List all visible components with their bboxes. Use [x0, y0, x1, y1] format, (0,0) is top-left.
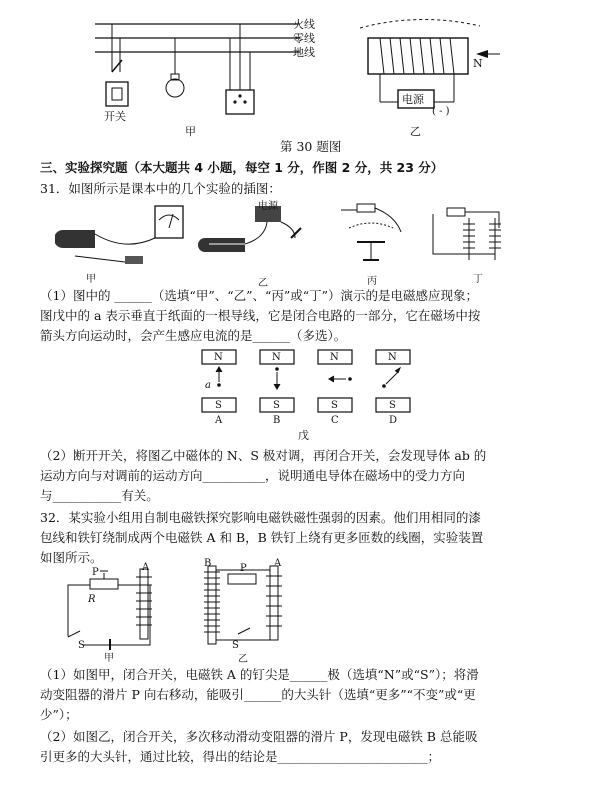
q31-part2-line2: 运动方向与对调前的运动方向__________，说明通电导体在磁场中的受力方向 [40, 468, 466, 483]
lamp-bulb [166, 79, 184, 97]
q32-part1-line3: 少”）； [40, 707, 78, 722]
q31-part2-line1: （2）断开开关，将图乙中磁体的 N、S 极对调，再闭合开关，会发现导体 ab 的 [40, 448, 487, 463]
q31-stem: 31．如图所示是课本中的几个实验的插图： [40, 181, 281, 196]
q31-figure-yi [195, 198, 315, 273]
q32-jia-a: A [142, 562, 150, 573]
q31-figure-ding [425, 200, 515, 275]
q32-part1-line2: 动变阻器的滑片 P 向右移动，能吸引______的大头针（选填“更多”“不变”或“更 [40, 687, 476, 702]
wu-d-bottom: S [389, 400, 396, 411]
q31-part1 [40, 286, 580, 346]
q32-yi-b: B [204, 558, 212, 569]
q31-figure-jia [55, 200, 185, 275]
q32-yi-s: S [232, 640, 239, 651]
figure-30-caption: 第 30 题图 [280, 139, 342, 154]
q31-part2 [40, 446, 580, 506]
wu-a-letter: A [215, 415, 223, 426]
q31-figure-wu [200, 348, 420, 426]
q32-yi-label: 乙 [238, 654, 248, 665]
q31-power-label: 电源 [258, 201, 278, 212]
q32-stem-line3: 如图所示。 [40, 550, 103, 565]
wu-a-top: N [214, 352, 223, 363]
wu-b-bottom: S [273, 400, 280, 411]
switch-label: 开关 [104, 110, 126, 123]
wu-b-letter: B [273, 415, 281, 426]
wu-b-top: N [272, 352, 281, 363]
q32-figure-jia [60, 565, 170, 650]
q31-part1-line3: 箭头方向运动时，会产生感应电流的是______（多选）。 [40, 328, 347, 343]
wu-c-top: N [330, 352, 339, 363]
q32-jia-r: R [88, 594, 96, 605]
electromagnet-a [140, 569, 148, 639]
socket-box [226, 90, 254, 114]
figure-jia-label: 甲 [185, 125, 196, 138]
electromagnet-a2 [270, 566, 278, 640]
wu-conductor-a: a [205, 380, 211, 391]
q32-part2-line1: （2）如图乙，闭合开关，多次移动滑动变阻器的滑片 P，发现电磁铁 B 总能吸 [40, 729, 478, 744]
wu-d-letter: D [389, 415, 398, 426]
q32-stem-line1: 32．某实验小组用自制电磁铁探究影响电磁铁磁性强弱的因素。他们用相同的漆 [40, 510, 481, 525]
switch-box [106, 82, 128, 106]
wu-c-bottom: S [331, 400, 338, 411]
solenoid-diagram [350, 10, 510, 130]
figure-30-solenoid [350, 10, 510, 130]
q32-part1 [40, 665, 580, 725]
q31-figure-bing [335, 198, 415, 273]
galvanometer [155, 206, 183, 238]
ground-wire-label: 地线 [293, 46, 315, 59]
q32-jia-p: P [92, 567, 99, 578]
compass-n-label: N [473, 57, 483, 70]
live-wire-label: 火线 [293, 18, 315, 31]
figure-yi-label: 乙 [410, 125, 421, 138]
q31-part1-line2: 图戊中的 a 表示垂直于纸面的一根导线，它是闭合电路的一部分，它在磁场中按 [40, 308, 481, 323]
q31-bing-label: 丙 [367, 276, 377, 287]
rheostat [90, 579, 118, 589]
q31-yi-label: 乙 [258, 278, 268, 289]
section-3-heading: 三、实验探究题（本大题共 4 小题，每空 1 分，作图 2 分，共 23 分） [40, 160, 444, 175]
wu-d-top: N [388, 352, 397, 363]
q32-stem [40, 508, 580, 568]
q32-part2-line2: 引更多的大头针，通过比较，得出的结论是________________________； [40, 749, 441, 764]
q31-part2-line3: 与___________有关。 [40, 488, 159, 503]
q32-jia-s: S [78, 640, 85, 651]
q31-part1-line1: （1）图中的 ______（选填“甲”、“乙”、“丙”或“丁”）演示的是电磁感应现象； [40, 288, 479, 303]
wu-c-letter: C [331, 415, 339, 426]
wu-a-bottom: S [215, 400, 222, 411]
q31-ding-label: 丁 [473, 274, 483, 285]
plus-minus-label: ( - ) [432, 106, 450, 117]
q32-part1-line1: （1）如图甲，闭合开关，电磁铁 A 的钉尖是______极（选填“N”或“S”）；将滑 [40, 667, 479, 682]
q32-jia-label: 甲 [104, 653, 114, 664]
wu-caption: 戊 [298, 429, 309, 442]
q32-part2 [40, 727, 580, 767]
q31-jia-label: 甲 [86, 274, 96, 285]
power-label: 电源 [402, 93, 424, 106]
neutral-wire-label: 零线 [293, 32, 315, 45]
q32-yi-a: A [274, 558, 282, 569]
q32-yi-p: P [240, 563, 247, 574]
q32-stem-line2: 包线和铁钉绕制成两个电磁铁 A 和 B，B 铁钉上绕有更多匝数的线圈，实验装置 [40, 530, 484, 545]
